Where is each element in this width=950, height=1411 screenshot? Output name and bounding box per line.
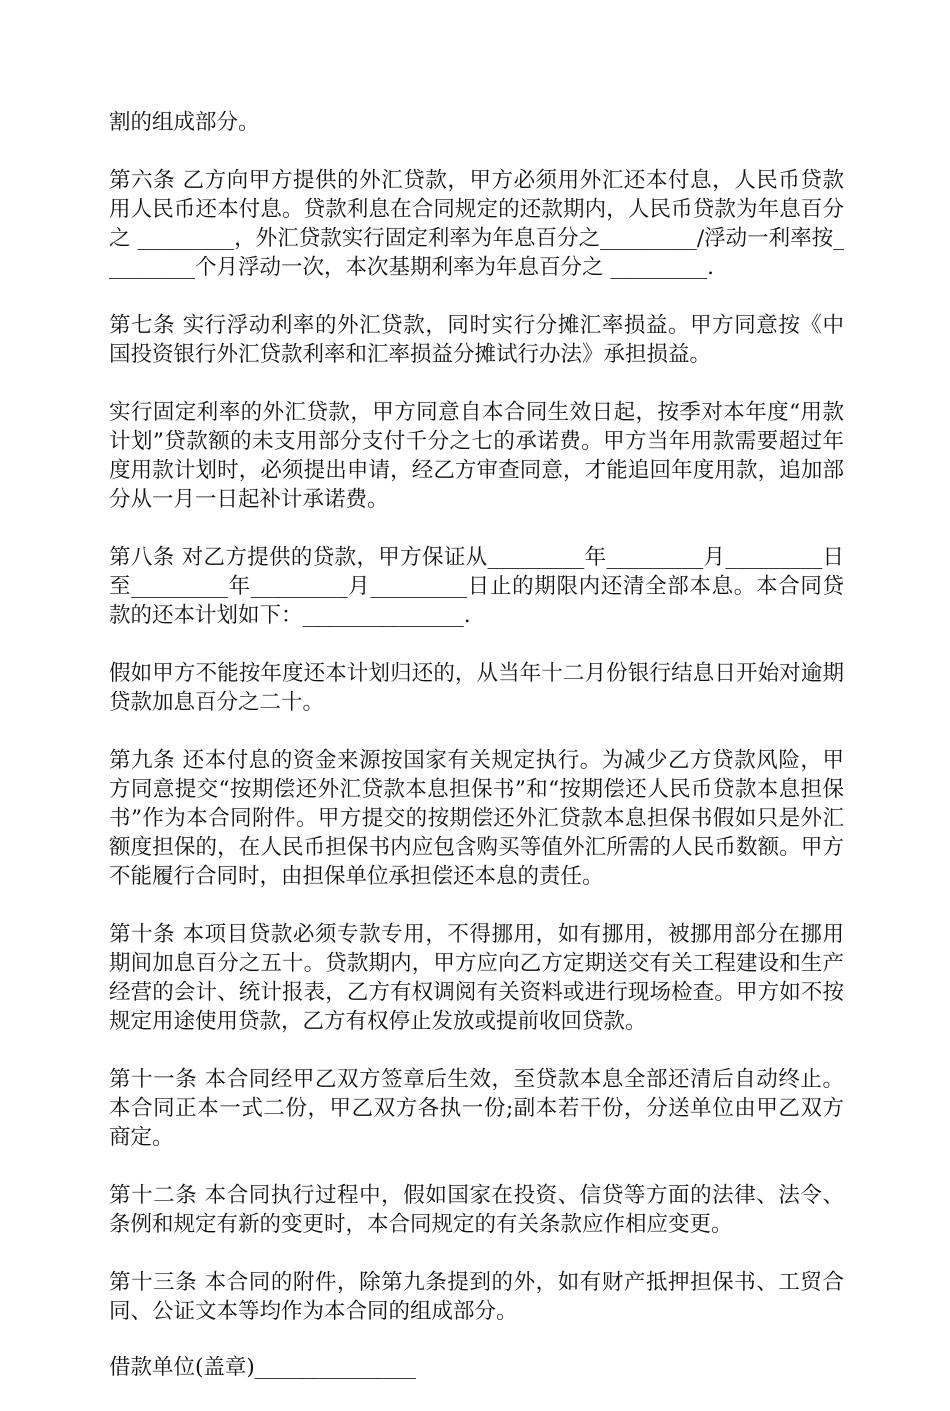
article-6: 第六条 乙方向甲方提供的外汇贷款，甲方必须用外汇还本付息，人民币贷款用人民币还本付息。贷款利息在合同规定的还款期内，人民币贷款为年息百分之 _________，外汇贷款实行固定利率为年息百分之_________/浮动一利率按_________个月浮动一次，本次基期利率为年息百分之 _________. (109, 168, 844, 280)
borrower-signature-line: 借款单位(盖章)_______________ (109, 1355, 417, 1380)
article-7: 第七条 实行浮动利率的外汇贷款，同时实行分摊汇率损益。甲方同意按《中国投资银行外汇贷款利率和汇率损益分摊试行办法》承担损益。 (109, 313, 844, 367)
article-13: 第十三条 本合同的附件，除第九条提到的外，如有财产抵押担保书、工贸合同、公证文本等均作为本合同的组成部分。 (109, 1270, 844, 1324)
paragraph-continuation: 割的组成部分。 (109, 110, 260, 135)
article-7-fixed-rate: 实行固定利率的外汇贷款，甲方同意自本合同生效日起，按季对本年度“用款计划”贷款额的未支用部分支付千分之七的承诺费。甲方当年用款需要超过年度用款计划时，必须提出申请，经乙方审查同意，才能追回年度用款，追加部分从一月一日起补计承诺费。 (109, 400, 844, 512)
document-body (109, 108, 844, 1411)
article-8: 第八条 对乙方提供的贷款，甲方保证从_________年_________月_________日至_________年_________月_________日止的期限内还清全部本息。本合同贷款的还本计划如下：_______________. (109, 545, 844, 628)
article-12: 第十二条 本合同执行过程中，假如国家在投资、信贷等方面的法律、法令、条例和规定有新的变更时，本合同规定的有关条款应作相应变更。 (109, 1183, 844, 1237)
article-8-overdue: 假如甲方不能按年度还本计划归还的，从当年十二月份银行结息日开始对逾期贷款加息百分之二十。 (109, 661, 844, 715)
article-9: 第九条 还本付息的资金来源按国家有关规定执行。为减少乙方贷款风险，甲方同意提交“按期偿还外汇贷款本息担保书”和“按期偿还人民币贷款本息担保书”作为本合同附件。甲方提交的按期偿还外汇贷款本息担保书假如只是外汇额度担保的，在人民币担保书内应包含购买等值外汇所需的人民币数额。甲方不能履行合同时，由担保单位承担偿还本息的责任。 (109, 748, 844, 889)
article-11: 第十一条 本合同经甲乙双方签章后生效，至贷款本息全部还清后自动终止。本合同正本一式二份，甲乙双方各执一份;副本若干份，分送单位由甲乙双方商定。 (109, 1067, 844, 1150)
article-10: 第十条 本项目贷款必须专款专用，不得挪用，如有挪用，被挪用部分在挪用期间加息百分之五十。贷款期内，甲方应向乙方定期送交有关工程建设和生产经营的会计、统计报表，乙方有权调阅有关资料或进行现场检查。甲方如不按规定用途使用贷款，乙方有权停止发放或提前收回贷款。 (109, 922, 844, 1034)
